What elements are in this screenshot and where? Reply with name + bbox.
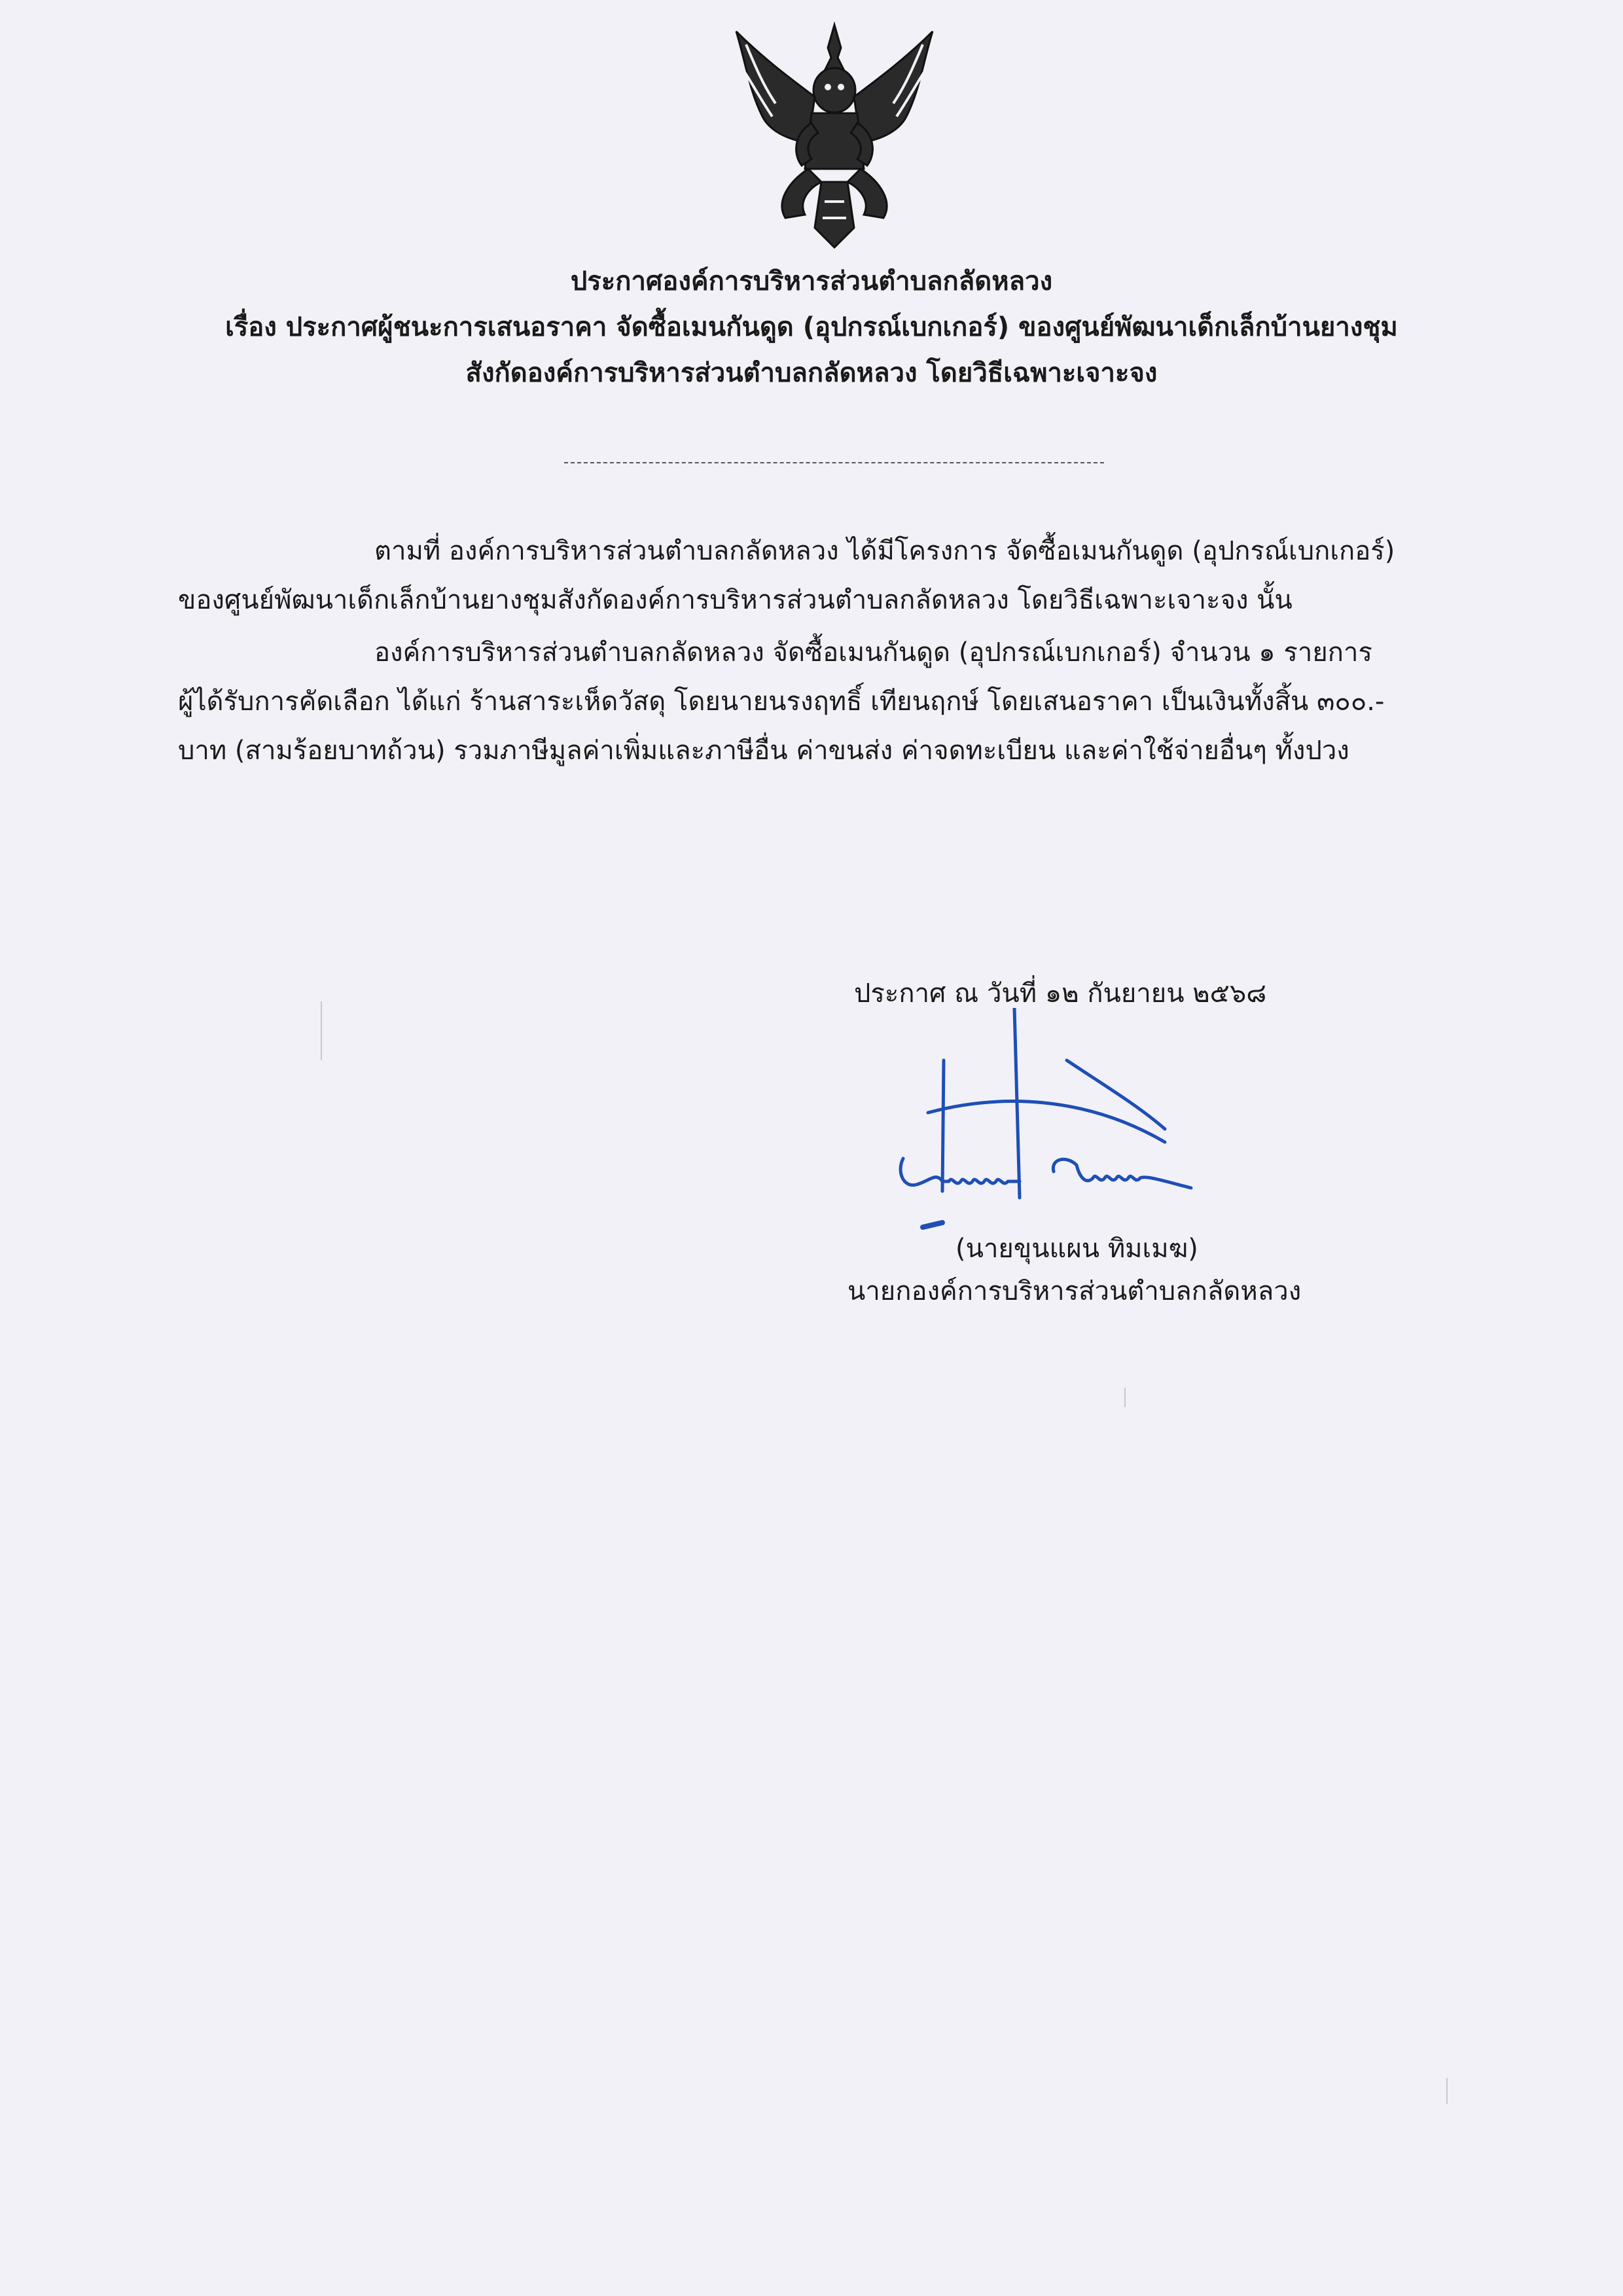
garuda-emblem-icon (723, 18, 946, 254)
handwritten-signature (890, 1008, 1257, 1230)
body-paragraph-2 (178, 628, 1487, 776)
body-line-5: บาท (สามร้อยบาทถ้วน) รวมภาษีมูลค่าเพิ่มและภาษีอื่น ค่าขนส่ง ค่าจดทะเบียน และค่าใช้จ่ายอื่นๆ ทั้งปวง (178, 736, 1349, 766)
title-divider (564, 462, 1104, 463)
body-line-3: องค์การบริหารส่วนตำบลกลัดหลวง จัดซื้อเมนกันดูด (อุปกรณ์เบกเกอร์) จำนวน ๑ รายการ (374, 637, 1372, 668)
body-paragraph-1 (178, 527, 1487, 625)
signer-name: (นายขุนแผน ทิมเมฆ) (955, 1234, 1198, 1264)
scan-artifact-line (1446, 2078, 1448, 2104)
scan-artifact-line (321, 1001, 322, 1060)
signer-position: นายกองค์การบริหารส่วนตำบลกลัดหลวง (847, 1276, 1302, 1306)
title-line-1: ประกาศองค์การบริหารส่วนตำบลกลัดหลวง (570, 266, 1053, 296)
body-line-2: ของศูนย์พัฒนาเด็กเล็กบ้านยางชุมสังกัดองค์การบริหารส่วนตำบลกลัดหลวง โดยวิธีเฉพาะเจาะจง นั้น (178, 585, 1293, 615)
body-line-4: ผู้ได้รับการคัดเลือก ได้แก่ ร้านสาระเห็ดวัสดุ โดยนายนรงฤทธิ์ เทียนฤกษ์ โดยเสนอราคา เป็นเงินทั้งสิ้น ๓๐๐.- (178, 687, 1385, 717)
title-line-3: สังกัดองค์การบริหารส่วนตำบลกลัดหลวง โดยวิธีเฉพาะเจาะจง (465, 358, 1158, 388)
announcement-date: ประกาศ ณ วันที่ ๑๒ กันยายน ๒๕๖๘ (854, 978, 1267, 1009)
scan-artifact-line (1124, 1388, 1126, 1407)
announcement-title (131, 259, 1492, 396)
title-line-2: เรื่อง ประกาศผู้ชนะการเสนอราคา จัดซื้อเมนกันดูด (อุปกรณ์เบกเกอร์) ของศูนย์พัฒนาเด็กเล็กบ้านยางชุม (225, 312, 1398, 342)
body-line-1: ตามที่ องค์การบริหารส่วนตำบลกลัดหลวง ได้มีโครงการ จัดซื้อเมนกันดูด (อุปกรณ์เบกเกอร์) (374, 536, 1395, 566)
